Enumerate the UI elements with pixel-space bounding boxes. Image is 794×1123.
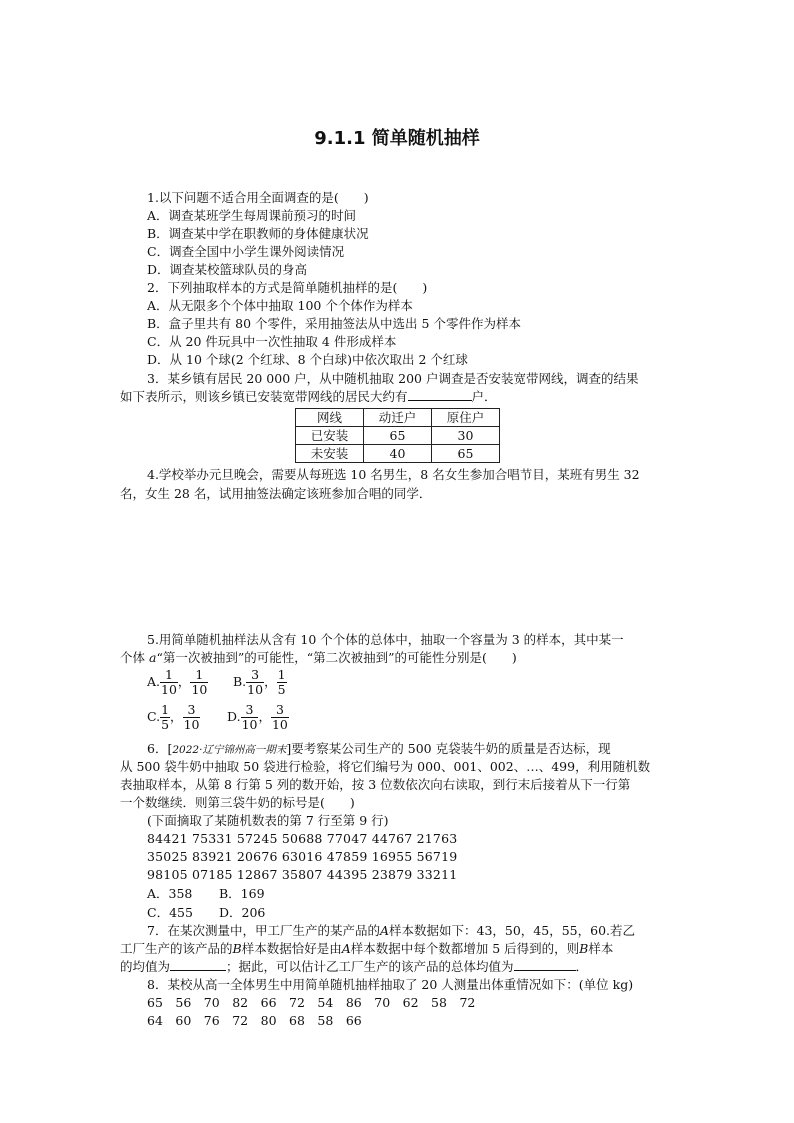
- q1-stem: 1.以下问题不适合用全面调查的是( ): [147, 190, 369, 205]
- table-header-cell: 网线: [296, 409, 364, 427]
- q7-answer-blank-1: [170, 958, 226, 971]
- q7-var-b: B: [232, 941, 242, 956]
- survey-table: [295, 408, 500, 463]
- denominator: 10: [161, 682, 177, 697]
- q1-option-d: D．调查某校篮球队员的身高: [147, 262, 308, 277]
- q7-line1: [147, 922, 635, 940]
- numerator: 1: [277, 667, 286, 682]
- denominator: 5: [277, 682, 286, 697]
- denominator: 10: [241, 717, 258, 732]
- denominator: 5: [161, 717, 170, 732]
- q6-option-d: D．206: [219, 905, 266, 920]
- q7-line2-mid: 样本数据恰好是由: [241, 941, 342, 956]
- random-table-row: 98105 07185 12867 35807 44395 23879 33211: [147, 867, 458, 882]
- q7-line2-end: 样本: [588, 941, 614, 956]
- q5-line2: [120, 649, 517, 667]
- q2-option-d: D．从 10 个球(2 个红球、8 个白球)中依次取出 2 个红球: [147, 352, 468, 367]
- option-label: A.: [147, 674, 161, 689]
- fraction: [241, 703, 259, 732]
- q3-line2-end: 户．: [471, 389, 497, 404]
- q7-line2: [120, 940, 613, 958]
- numerator: 1: [161, 702, 170, 717]
- numerator: 3: [246, 668, 264, 683]
- q7-var-a: A: [341, 941, 351, 956]
- table-row: [296, 427, 500, 445]
- fraction: [183, 703, 201, 732]
- q6-option-b: B．169: [219, 886, 265, 901]
- table-cell: 40: [364, 445, 432, 463]
- q7-var-a: A: [379, 923, 389, 938]
- q5-option-c: C. $\frac{1}{5}$ ， $\frac{3}{10}$: [147, 702, 200, 732]
- q8-line1: 8．某校从高一全体男生中用简单随机抽样抽取了 20 人测量出体重情况如下：(单位 kg): [147, 977, 634, 992]
- q7-line3-end: ．: [575, 959, 589, 974]
- random-table-row: 35025 83921 20676 63016 47859 16955 56719: [147, 849, 458, 864]
- q7-line3-mid: ；据此，可以估计乙工厂生产的该产品的总体均值为: [226, 959, 514, 974]
- table-cell: 30: [432, 427, 500, 445]
- q8-data-row: 64 60 76 72 80 68 58 66: [147, 1013, 362, 1028]
- denominator: 10: [247, 682, 264, 697]
- table-header-cell: 动迁户: [364, 409, 432, 427]
- fraction: [160, 703, 170, 732]
- numerator: 1: [190, 668, 208, 683]
- table-row: [296, 445, 500, 463]
- q6-line4: 一个数继续．则第三袋牛奶的标号是( ): [120, 795, 355, 810]
- q6-line1: [147, 740, 611, 759]
- q7-line3-text: 的均值为: [120, 959, 171, 974]
- q3-line2-text: 如下表所示，则该乡镇已安装宽带网线的居民大约有: [120, 389, 408, 404]
- q5-line1: 5.用简单随机抽样法从含有 10 个个体的总体中，抽取一个容量为 3 的样本，其中某一: [147, 632, 624, 647]
- numerator: 3: [271, 703, 289, 718]
- q7-var-b: B: [579, 941, 589, 956]
- q7-line1-text: 7．在某次测量中，甲工厂生产的某产品的: [147, 923, 380, 938]
- q6-note: (下面摘取了某随机数表的第 7 行至第 9 行): [147, 813, 389, 828]
- q8-data-row: 65 56 70 82 66 72 54 86 70 62 58 72: [147, 995, 476, 1010]
- q4-line2: 名，女生 28 名，试用抽签法确定该班参加合唱的同学．: [120, 486, 432, 501]
- q6-source: 2022·辽宁锦州高一期末: [172, 744, 287, 756]
- q5-option-d: D. $\frac{3}{10}$ ， $\frac{3}{10}$: [227, 702, 288, 732]
- q7-line2-text: 工厂生产的该产品的: [120, 941, 233, 956]
- q5-option-b: B. $\frac{3}{10}$ ， $\frac{1}{5}$: [233, 667, 286, 697]
- q3-line2: [120, 388, 497, 406]
- table-cell: 65: [364, 427, 432, 445]
- denominator: 10: [271, 717, 288, 732]
- q7-line2-mid2: 样本数据中每个数都增加 5 后得到的，则: [350, 941, 580, 956]
- page-title: 9.1.1 简单随机抽样: [314, 128, 480, 149]
- q5-line2-prefix: 个体: [120, 650, 149, 665]
- fraction: [190, 668, 208, 697]
- q3-line1: 3．某乡镇有居民 20 000 户，从中随机抽取 200 户调查是否安装宽带网线，调查的结果: [147, 371, 639, 386]
- q2-option-b: B．盒子里共有 80 个零件，采用抽签法从中选出 5 个零件作为样本: [147, 316, 521, 331]
- q1-option-c: C．调查全国中小学生课外阅读情况: [147, 244, 345, 259]
- q6-line1-rest: ]要考察某公司生产的 500 克袋装牛奶的质量是否达标，现: [286, 741, 611, 756]
- table-header-cell: 原住户: [432, 409, 500, 427]
- fraction: [277, 668, 287, 697]
- denominator: 10: [191, 682, 208, 697]
- numerator: 1: [160, 668, 178, 683]
- q5-line2-rest: “第一次被抽到”的可能性，“第二次被抽到”的可能性分别是( ): [156, 650, 517, 665]
- fraction: [160, 668, 178, 697]
- q2-stem: 2．下列抽取样本的方式是简单随机抽样的是( ): [147, 280, 428, 295]
- q1-option-b: B．调查某中学在职教师的身体健康状况: [147, 226, 369, 241]
- table-cell: 已安装: [296, 427, 364, 445]
- q2-option-c: C．从 20 件玩具中一次性抽取 4 件形成样本: [147, 334, 397, 349]
- q4-line1: 4.学校举办元旦晚会，需要从每班选 10 名男生，8 名女生参加合唱节目，某班有男生 32: [147, 467, 640, 482]
- table-cell: 65: [432, 445, 500, 463]
- q7-answer-blank-2: [514, 958, 576, 971]
- numerator: 3: [183, 703, 201, 718]
- q6-line3: 表抽取样本，从第 8 行第 5 列的数开始，按 3 位数依次向右读取，到行末后接着从下一行第: [120, 777, 631, 792]
- option-label: C.: [147, 709, 161, 724]
- q5-option-a: A. $\frac{1}{10}$ ， $\frac{1}{10}$: [147, 667, 208, 697]
- option-label: B.: [233, 674, 247, 689]
- random-table-row: 84421 75331 57245 50688 77047 44767 21763: [147, 831, 458, 846]
- option-label: D.: [227, 709, 241, 724]
- q3-answer-blank: [408, 388, 472, 401]
- q1-option-a: A．调查某班学生每周课前预习的时间: [147, 208, 357, 223]
- q6-option-c: C．455: [147, 905, 193, 920]
- fraction: [246, 668, 264, 697]
- q2-option-a: A．从无限多个个体中抽取 100 个个体作为样本: [147, 298, 413, 313]
- denominator: 10: [183, 717, 200, 732]
- table-header-row: [296, 409, 500, 427]
- q6-option-a: A．358: [147, 886, 193, 901]
- q7-line3: [120, 958, 588, 976]
- q6-line2: 从 500 袋牛奶中抽取 50 袋进行检验，将它们编号为 000、001、002、…、499，利用随机数: [120, 759, 651, 774]
- table-cell: 未安装: [296, 445, 364, 463]
- numerator: 3: [241, 703, 259, 718]
- q5-variable: a: [148, 650, 157, 665]
- q6-prefix: 6．[: [147, 741, 173, 756]
- fraction: [271, 703, 289, 732]
- q7-line1-rest: 样本数据如下：43，50，45，55，60.若乙: [389, 923, 636, 938]
